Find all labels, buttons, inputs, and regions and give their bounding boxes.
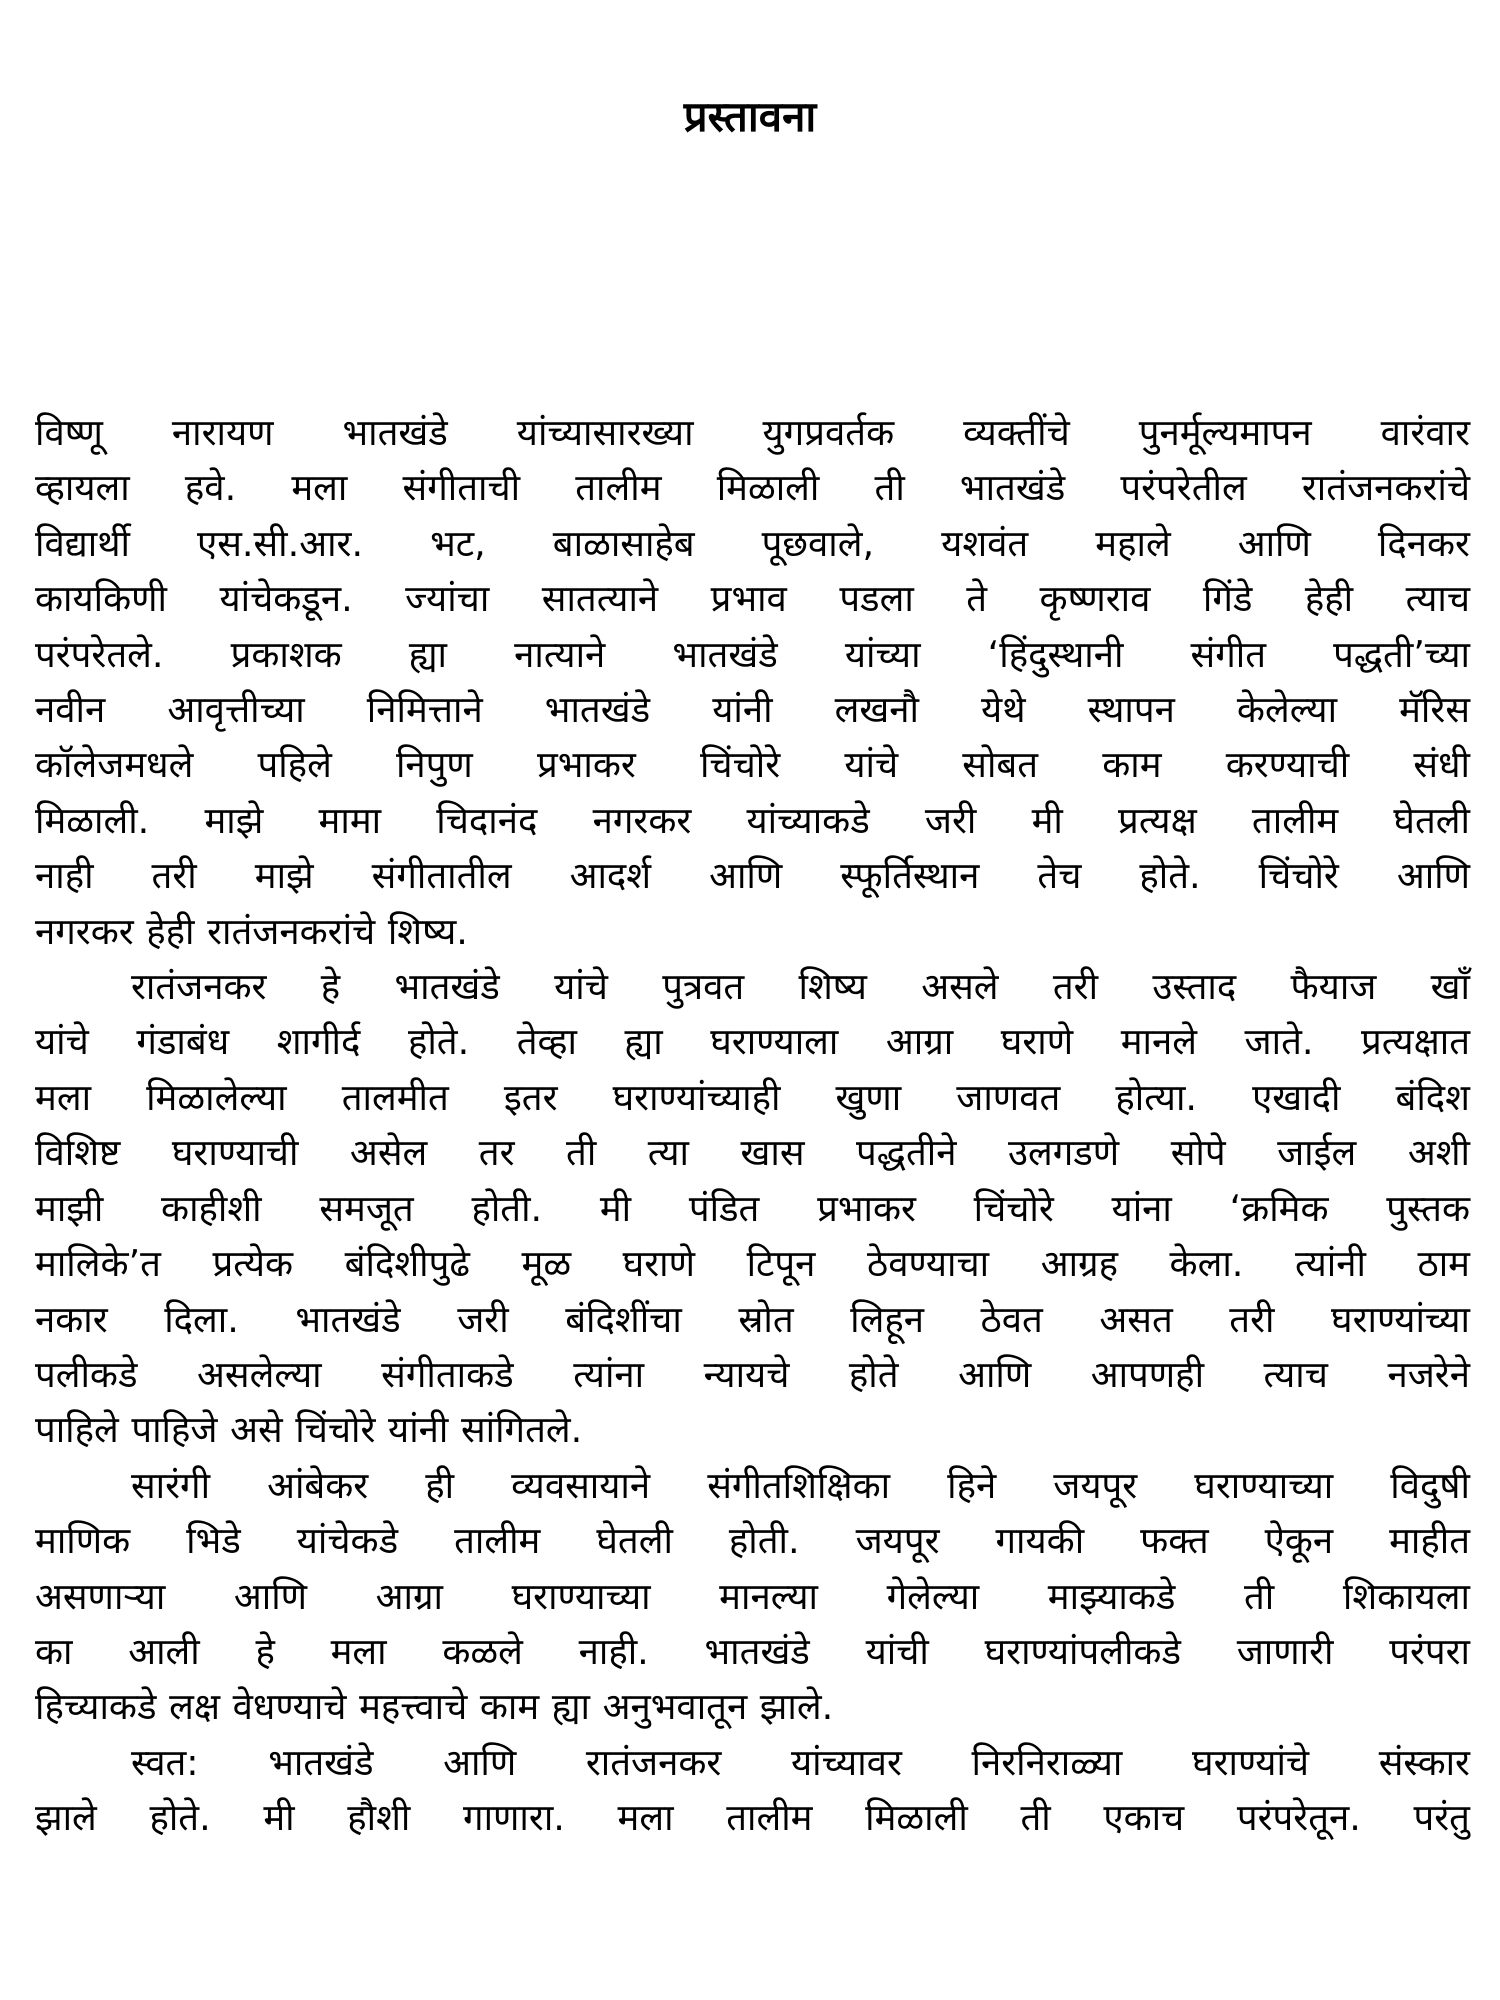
text-line: झाले होते. मी हौशी गाणारा. मला तालीम मिळाली ती एकाच परंपरेतून. परंतु [35,1796,1470,1840]
text-line: सारंगी आंबेकर ही व्यवसायाने संगीतशिक्षिका हिने जयपूर घराण्याच्या विदुषी [131,1463,1470,1507]
text-line: कॉलेजमधले पहिले निपुण प्रभाकर चिंचोरे यांचे सोबत काम करण्याची संधी [35,743,1470,787]
paragraph-3 [35,1458,1470,1735]
body-text [35,405,1470,1846]
text-line: रातंजनकर हे भातखंडे यांचे पुत्रवत शिष्य असले तरी उस्ताद फैयाज खाँ [131,965,1470,1009]
text-line: विष्णू नारायण भातखंडे यांच्यासारख्या युगप्रवर्तक व्यक्तींचे पुनर्मूल्यमापन वारंवार [35,411,1470,454]
paragraph-2 [35,959,1470,1458]
text-line: नवीन आवृत्तीच्या निमित्ताने भातखंडे यांनी लखनौ येथे स्थापन केलेल्या मॅरिस [35,688,1470,732]
paragraph-1 [35,405,1470,959]
text-line: यांचे गंडाबंध शागीर्द होते. तेव्हा ह्या घराण्याला आग्रा घराणे मानले जाते. प्रत्यक्षात [35,1020,1470,1064]
text-line: असणाऱ्या आणि आग्रा घराण्याच्या मानल्या गेलेल्या माझ्याकडे ती शिकायला [35,1574,1470,1618]
text-line: मिळाली. माझे मामा चिदानंद नगरकर यांच्याकडे जरी मी प्रत्यक्ष तालीम घेतली [35,798,1470,842]
text-line: विशिष्ट घराण्याची असेल तर ती त्या खास पद्धतीने उलगडणे सोपे जाईल अशी [35,1131,1470,1175]
text-line: का आली हे मला कळले नाही. भातखंडे यांची घराण्यांपलीकडे जाणारी परंपरा [35,1629,1470,1673]
text-line: पलीकडे असलेल्या संगीताकडे त्यांना न्यायचे होते आणि आपणही त्याच नजरेने [35,1352,1470,1396]
text-line: परंपरेतले. प्रकाशक ह्या नात्याने भातखंडे यांच्या ‘हिंदुस्थानी संगीत पद्धती’च्या [35,632,1470,676]
text-line: हिच्याकडे लक्ष वेधण्याचे महत्त्वाचे काम ह्या अनुभवातून झाले. [35,1685,834,1729]
page-title: प्रस्तावना [683,92,817,141]
paragraph-4 [35,1735,1470,1846]
text-line: नाही तरी माझे संगीतातील आदर्श आणि स्फूर्तिस्थान तेच होते. चिंचोरे आणि [35,854,1470,898]
text-line: कायकिणी यांचेकडून. ज्यांचा सातत्याने प्रभाव पडला ते कृष्णराव गिंडे हेही त्याच [35,577,1470,621]
text-line: नगरकर हेही रातंजनकरांचे शिष्य. [35,909,468,953]
text-line: माझी काहीशी समजूत होती. मी पंडित प्रभाकर चिंचोरे यांना ‘क्रमिक पुस्तक [35,1186,1470,1230]
text-line: मला मिळालेल्या तालमीत इतर घराण्यांच्याही खुणा जाणवत होत्या. एखादी बंदिश [35,1075,1470,1119]
text-line: व्हायला हवे. मला संगीताची तालीम मिळाली ती भातखंडे परंपरेतील रातंजनकरांचे [35,466,1470,510]
text-line: पाहिले पाहिजे असे चिंचोरे यांनी सांगितले. [35,1408,583,1452]
text-line: माणिक भिडे यांचेकडे तालीम घेतली होती. जयपूर गायकी फक्त ऐकून माहीत [35,1519,1470,1563]
text-line: नकार दिला. भातखंडे जरी बंदिशींचा स्रोत लिहून ठेवत असत तरी घराण्यांच्या [35,1297,1470,1341]
text-line: विद्यार्थी एस.सी.आर. भट, बाळासाहेब पूछवाले, यशवंत महाले आणि दिनकर [35,521,1470,565]
text-line: मालिके’त प्रत्येक बंदिशीपुढे मूळ घराणे टिपून ठेवण्याचा आग्रह केला. त्यांनी ठाम [35,1242,1470,1286]
text-line: स्वत: भातखंडे आणि रातंजनकर यांच्यावर निरनिराळ्या घराण्यांचे संस्कार [131,1740,1470,1784]
